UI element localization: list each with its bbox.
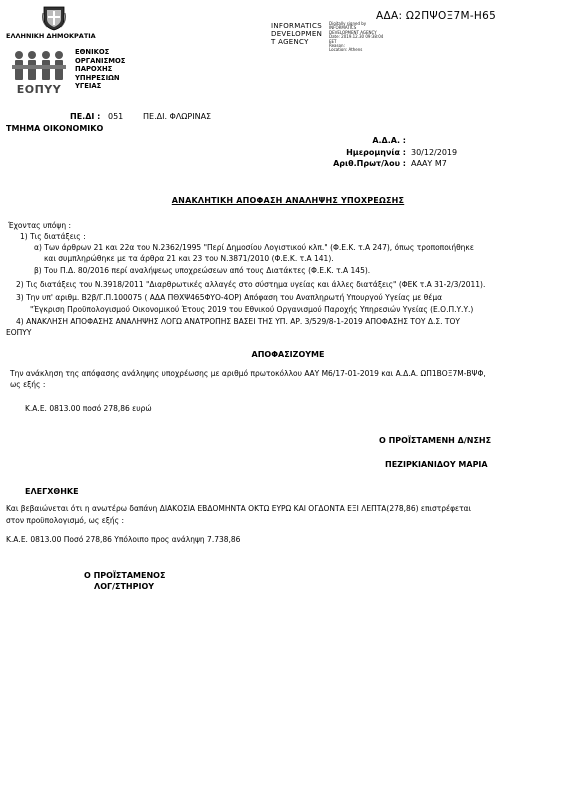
signatory-name: ΠΕΖΙΡΚΙΑΝΙΔΟΥ ΜΑΡΙΑ [385,460,488,469]
eopyy-line: ΠΑΡΟΧΗΣ [75,65,113,74]
eopyy-logo-text: ΕΟΠΥΥ [16,83,62,96]
pedi-name: ΠΕ.ΔΙ. ΦΛΩΡΙΝΑΣ [143,112,212,121]
decision-text: Την ανάκληση της απόφασης ανάληψης υποχρέωσης με αριθμό πρωτοκόλλου ΑΑΥ Μ6/17-01-2019 και Α.Δ.Α. ΩΠ1ΒΟΞ7Μ-ΒΨΦ, [10,369,486,378]
signature-detail: INFORMATICS [329,25,357,31]
agency-line: INFORMATICS [271,22,322,30]
check-kae-line: Κ.Α.Ε. 0813.00 Ποσό 278,86 Υπόλοιπο προς ανάληψη 7.738,86 [6,535,241,544]
agency-line: T AGENCY [271,38,309,46]
check-text-cont: στον προϋπολογισμό, ως εξής : [6,516,124,525]
digital-signature-details [329,22,383,53]
check-text: Και βεβαιώνεται ότι η ανωτέρω δαπάνη ΔΙΑΚΟΣΙΑ ΕΒΔΟΜΗΝΤΑ ΟΚΤΩ ΕΥΡΩ ΚΑΙ ΟΓΔΟΝΤΑ ΕΞΙ ΛΕΠΤΑ(278,86) επιστρέφεται [6,504,472,513]
check-heading: ΕΛΕΓΧΘΗΚΕ [25,487,79,496]
greek-emblem [42,5,66,31]
ada-top: ΑΔΑ: Ω2ΠΨΟΞ7Μ-Η65 [376,10,497,22]
considering-intro: Έχοντας υπόψη : [8,221,72,230]
agency-line: DEVELOPMEN [271,30,323,38]
agency-name [271,22,322,46]
eopyy-line: ΟΡΓΑΝΙΣΜΟΣ [75,56,126,65]
date-value: 30/12/2019 [411,148,458,157]
decision-kae-line: Κ.Α.Ε. 0813.00 ποσό 278,86 ευρώ [25,404,152,413]
considering-item-3-cont: "Έγκριση Προϋπολογισμού Οικονομικού Έτους 2019 του Εθνικού Οργανισμού Παροχής Υπηρεσιών Υγείας (Ε.Ο.Π.Υ.Υ.) [30,305,474,314]
decision-text-cont: ως εξής : [10,380,46,389]
considering-item-1a: α) Των άρθρων 21 και 22α του Ν.2362/1995 "Περί Δημοσίου Λογιστικού κλπ." (Φ.Ε.Κ. τ.Α 247), όπως τροποποιήθηκε [34,243,474,252]
date-label: Ημερομηνία : [346,148,406,157]
signature-detail: DEVELOPMENT AGENCY [329,29,377,35]
considering-item-2: 2) Τις διατάξεις του Ν.3918/2011 "Διαρθρωτικές αλλαγές στο σύστημα υγείας και άλλες διατάξεις" (ΦΕΚ τ.Α 31-2/3/2011). [16,280,486,289]
signature-detail: Digitally signed by [329,21,367,26]
protocol-label: Αριθ.Πρωτ/λου : [333,159,406,168]
pedi-code: 051 [108,112,124,121]
considering-item-1: 1) Τις διατάξεις : [20,232,86,241]
eopyy-line: ΕΘΝΙΚΟΣ [75,48,110,56]
accounting-head-role: Ο ΠΡΟΪΣΤΑΜΕΝΟΣ [84,571,166,580]
signature-detail: Reason: [329,43,345,49]
signature-detail: Location: Athens [329,47,363,53]
eopyy-line: ΥΓΕΙΑΣ [75,82,102,91]
protocol-value: ΑΑΑΥ Μ7 [411,159,447,168]
considering-item-1b: β) Του Π.Δ. 80/2016 περί αναλήψεως υποχρεώσεων από τους Διατάκτες (Φ.Ε.Κ. τ.Α 145). [34,266,371,275]
considering-item-3: 3) Την υπ' αριθμ. Β2β/Γ.Π.100075 ( ΑΔΑ ΠΘΧΨ465ΦΥΟ-4ΟΡ) Απόφαση του Αναπληρωτή Υπουργού Υγείας με θέμα [16,293,443,302]
signature-detail: EET [329,38,337,44]
eopyy-name [75,48,125,91]
ada-label: Α.Δ.Α. : [372,136,406,145]
considering-item-4: 4) ΑΝΑΚΛΗΣΗ ΑΠΟΦΑΣΗΣ ΑΝΑΛΗΨΗΣ ΛΟΓΩ ΑΝΑΤΡΟΠΗΣ ΒΑΣΕΙ ΤΗΣ ΥΠ. ΑΡ. 3/529/8-1-2019 ΑΠΟΦΑΣΗΣ ΤΟΥ Δ.Σ. ΤΟΥ [16,317,460,326]
department-label: ΤΜΗΜΑ ΟΙΚΟΝΟΜΙΚΟ [6,124,104,133]
signatory-role: Ο ΠΡΟΪΣΤΑΜΕΝΗ Δ/ΝΣΗΣ [379,436,492,445]
decision-heading: ΑΠΟΦΑΣΙΖΟΥΜΕ [251,350,325,359]
pedi-label: ΠΕ.ΔΙ : [70,112,101,121]
republic-label: ΕΛΛΗΝΙΚΗ ΔΗΜΟΚΡΑΤΙΑ [6,32,96,40]
signature-detail: Date: 2019.12.30 09:38:04 [329,34,384,40]
eopyy-line: ΥΠΗΡΕΣΙΩΝ [75,73,120,82]
document-title: ΑΝΑΚΛΗΤΙΚΗ ΑΠΟΦΑΣΗ ΑΝΑΛΗΨΗΣ ΥΠΟΧΡΕΩΣΗΣ [171,196,405,205]
considering-item-4-cont: ΕΟΠΥΥ [6,328,32,337]
accounting-head-dept: ΛΟΓ/ΣΤΗΡΙΟΥ [94,582,155,591]
considering-item-1a-cont: και συμπληρώθηκε με τα άρθρα 21 και 23 του Ν.3871/2010 (Φ.Ε.Κ. τ.Α 141). [44,254,334,263]
